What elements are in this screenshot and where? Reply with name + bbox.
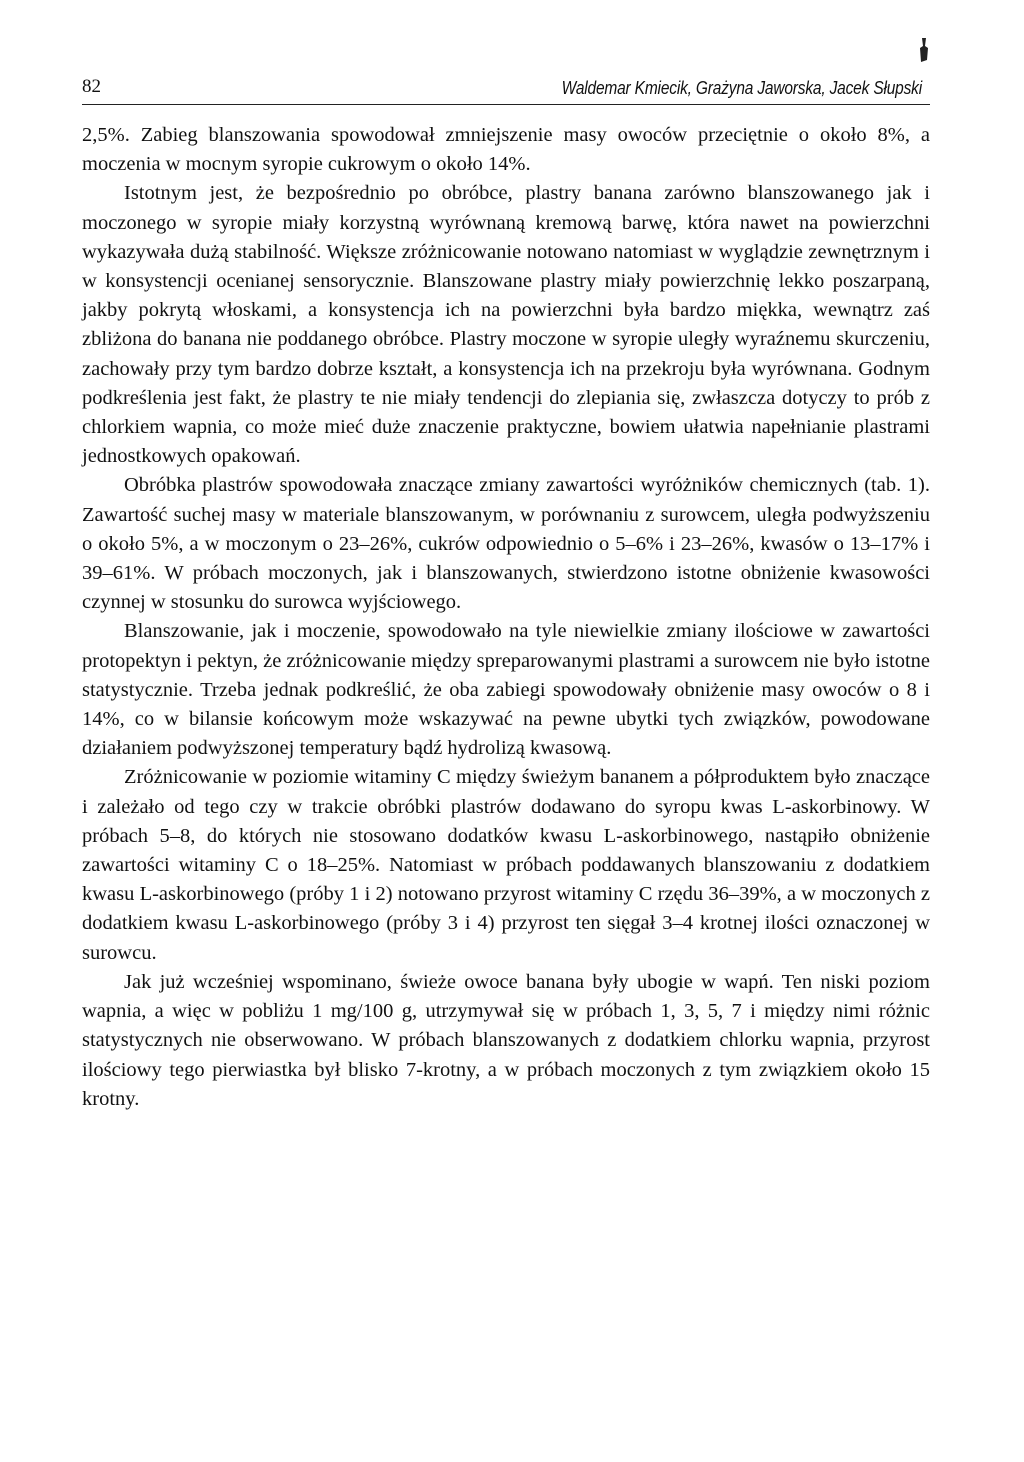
body-text [82,121,930,1114]
paragraph-continuation: 2,5%. Zabieg blanszowania spowodował zmniejszenie masy owoców przeciętnie o około 8%, a moczenia w mocnym syropie cukrowym o około 14%. [82,124,930,176]
scan-mark-icon [918,36,930,64]
paragraph-calcium: Jak już wcześniej wspominano, świeże owoce banana były ubogie w wapń. Ten niski poziom wapnia, a więc w pobliżu 1 mg/100 g, utrzymywał się w próbach 1, 3, 5, 7 i między nimi różnic statystycznych nie obserwowano. W próbach blanszowanych z dodatkiem chlorku wapnia, przyrost ilościowy tego pierwiastka był blisko 7-krotny, a w próbach moczonych z tym związkiem około 15 krotny. [82,970,930,1110]
paragraph-pectins: Blanszowanie, jak i moczenie, spowodowało na tyle niewielkie zmiany ilościowe w zawartości protopektyn i pektyn, że zróżnicowanie między spreparowanymi plastrami a surowcem nie było istotne statystycznie. Trzeba jednak podkreślić, że oba zabiegi spowodowały obniżenie masy owoców o 8 i 14%, co w bilansie końcowym może wskazywać na pewne ubytki tych związków, powodowane działaniem podwyższonej temperatury bądź hydrolizą kwasową. [82,620,930,760]
page-number: 82 [82,76,101,97]
paragraph-appearance: Istotnym jest, że bezpośrednio po obróbce, plastry banana zarówno blanszowanego jak i moczonego w syropie miały korzystną wyrównaną kremową barwę, która nawet na powierzchni wykazywała dużą stabilność. Większe zróżnicowanie notowano natomiast w wyglądzie zewnętrznym i w konsystencji ocenianej sensorycznie. Blanszowane plastry miały powierzchnię lekko poszarpaną, jakby pokrytą włoskami, a konsystencja ich na powierzchni była bardzo miękka, wewnątrz zaś zbliżona do banana nie poddanego obróbce. Plastry moczone w syropie uległy wyraźnemu skurczeniu, zachowały przy tym bardzo dobrze kształt, a konsystencja ich na przekroju była wyrównana. Godnym podkreślenia jest fakt, że plastry te nie miały tendencji do zlepiania się, zwłaszcza dotyczy to prób z chlorkiem wapnia, co może mieć duże znaczenie praktyczne, bowiem ułatwia napełnianie plastrami jednostkowych opakowań. [82,182,930,468]
paragraph-vitamin-c: Zróżnicowanie w poziomie witaminy C między świeżym bananem a półproduktem było znaczące i zależało od tego czy w trakcie obróbki plastrów dodawano do syropu kwas L-askorbinowy. W próbach 5–8, do których nie stosowano dodatków kwasu L-askorbinowego, nastąpiło obniżenie zawartości witaminy C o 18–25%. Natomiast w próbach poddawanych blanszowaniu z dodatkiem kwasu L-askorbinowego (próby 1 i 2) notowano przyrost witaminy C rzędu 36–39%, a w moczonych z dodatkiem kwasu L-askorbinowego (próby 3 i 4) przyrost ten sięgał 3–4 krotnej ilości oznaczonej w surowcu. [82,766,930,964]
page [82,70,930,1114]
running-header [82,70,930,105]
paragraph-chemical-changes: Obróbka plastrów spowodowała znaczące zmiany zawartości wyróżników chemicznych (tab. 1). Zawartość suchej masy w materiale blanszowanym, w porównaniu z surowcem, uległa podwyższeniu o około 5%, a w moczonym o 23–26%, cukrów odpowiednio o 5–6% i 23–26%, kwasów o 13–17% i 39–61%. W próbach moczonych, jak i blanszowanych, stwierdzono istotne obniżenie kwasowości czynnej w stosunku do surowca wyjściowego. [82,474,930,614]
running-header-authors: Waldemar Kmiecik, Grażyna Jaworska, Jacek Słupski [561,78,922,98]
